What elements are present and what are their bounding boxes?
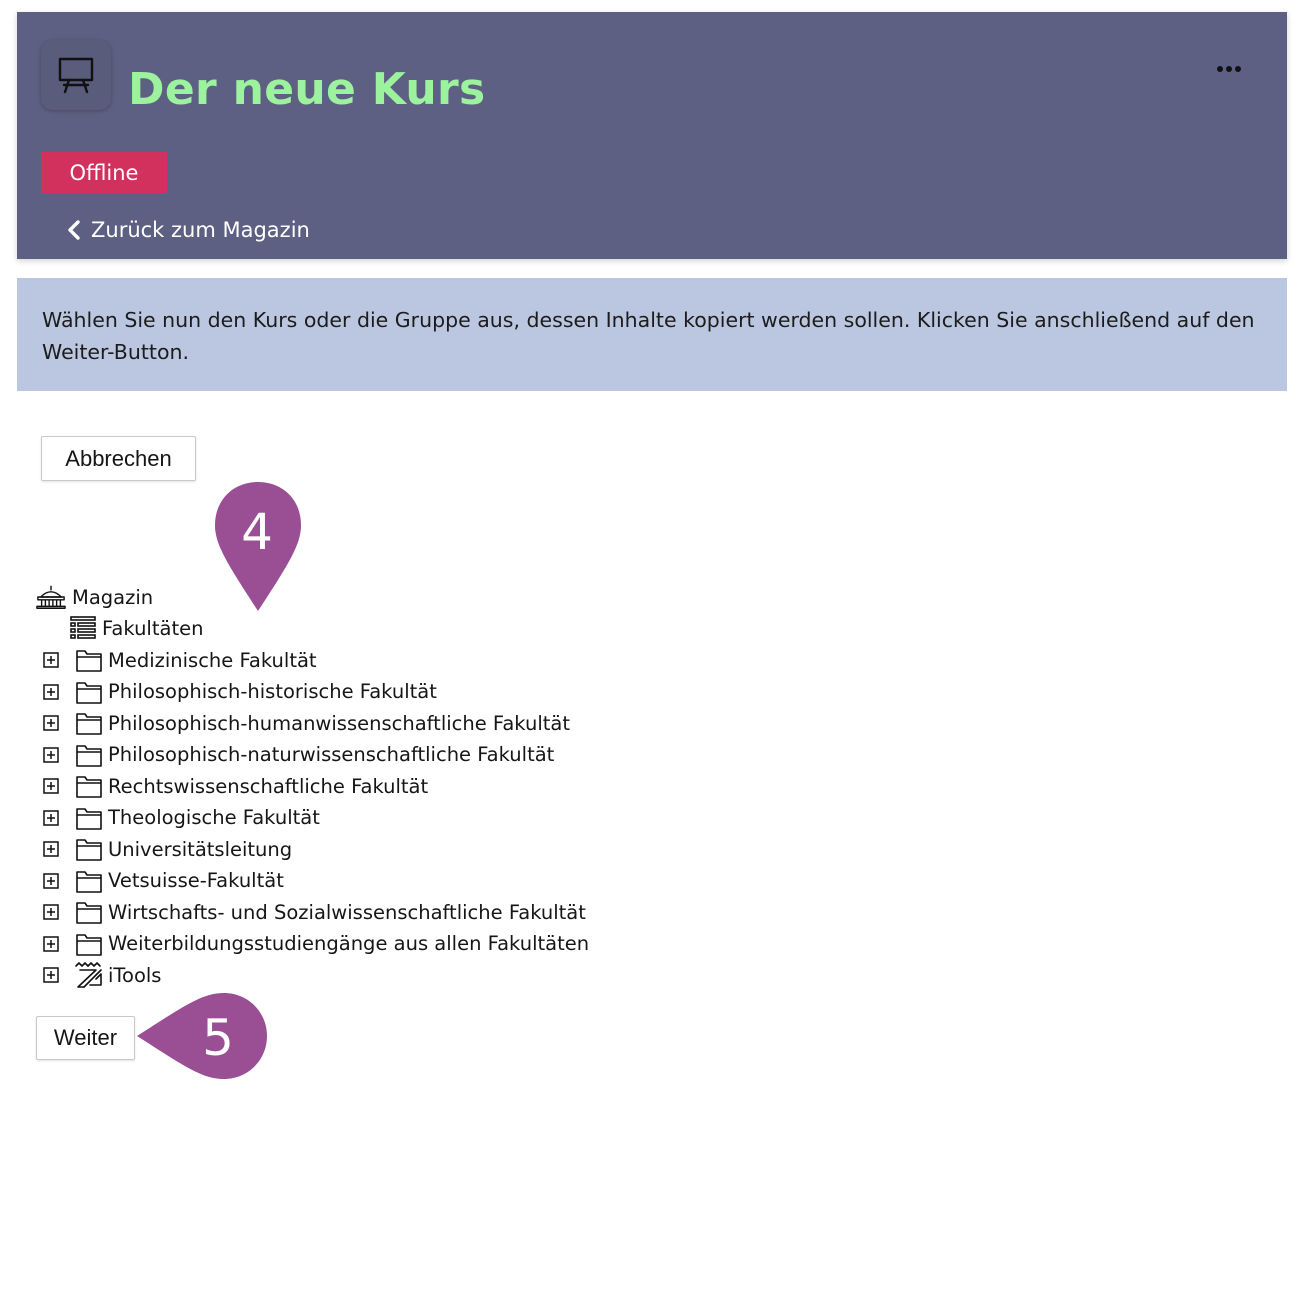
folder-icon — [74, 834, 104, 864]
course-header — [17, 12, 1287, 259]
folder-icon — [74, 645, 104, 675]
expand-icon[interactable] — [42, 714, 60, 732]
folder-icon — [74, 740, 104, 770]
expand-icon[interactable] — [42, 872, 60, 890]
tree-item-label[interactable]: Philosophisch-humanwissenschaftliche Fakultät — [108, 711, 571, 735]
presentation-board-icon — [41, 40, 111, 110]
info-message — [17, 278, 1287, 391]
expand-icon[interactable] — [42, 935, 60, 953]
more-actions-button[interactable] — [1211, 56, 1247, 82]
tree-item[interactable] — [42, 929, 589, 959]
step-marker-4-label: 4 — [241, 503, 273, 561]
back-link-label: Zurück zum Magazin — [91, 218, 310, 242]
repository-icon — [36, 582, 66, 612]
itools-icon — [74, 960, 104, 990]
category-list-icon — [68, 613, 98, 643]
step-marker-5-label: 5 — [202, 1009, 234, 1067]
info-message-text: Wählen Sie nun den Kurs oder die Gruppe aus, dessen Inhalte kopiert werden sollen. Klicken Sie anschließend auf den Weiter-Button. — [42, 308, 1255, 364]
tree-category[interactable] — [68, 613, 203, 643]
expand-icon[interactable] — [42, 903, 60, 921]
tree-item[interactable] — [42, 771, 428, 801]
chevron-left-icon — [67, 220, 81, 240]
tree-root[interactable] — [36, 582, 153, 612]
tree-item-label[interactable]: Rechtswissenschaftliche Fakultät — [108, 774, 429, 798]
tree-item[interactable] — [42, 708, 570, 738]
step-marker-5 — [134, 992, 270, 1084]
folder-icon — [74, 803, 104, 833]
folder-icon — [74, 708, 104, 738]
next-button[interactable]: Weiter — [36, 1016, 135, 1060]
more-horizontal-icon — [1216, 65, 1242, 73]
tree-item-label[interactable]: Wirtschafts- und Sozialwissenschaftliche Fakultät — [108, 900, 586, 924]
expand-icon[interactable] — [42, 840, 60, 858]
tree-item[interactable] — [42, 897, 586, 927]
folder-icon — [74, 897, 104, 927]
tree-item[interactable] — [42, 866, 284, 896]
expand-icon[interactable] — [42, 966, 60, 984]
cancel-button[interactable]: Abbrechen — [41, 436, 196, 481]
tree-item[interactable] — [42, 677, 437, 707]
expand-icon[interactable] — [42, 777, 60, 795]
folder-icon — [74, 771, 104, 801]
tree-item-label[interactable]: iTools — [108, 963, 162, 987]
tree-item-label[interactable]: Philosophisch-historische Fakultät — [108, 680, 437, 703]
tree-item-label[interactable]: Theologische Fakultät — [108, 806, 320, 829]
page-title: Der neue Kurs — [128, 64, 486, 115]
expand-icon[interactable] — [42, 651, 60, 669]
tree-item[interactable] — [42, 803, 320, 833]
expand-icon[interactable] — [42, 746, 60, 764]
tree-category-label[interactable]: Fakultäten — [102, 616, 204, 640]
tree-root-label[interactable]: Magazin — [72, 585, 154, 609]
step-marker-4 — [212, 480, 304, 618]
tree-item-label[interactable]: Medizinische Fakultät — [108, 648, 317, 672]
tree-item-label[interactable]: Vetsuisse-Fakultät — [108, 869, 284, 892]
tree-item[interactable] — [42, 960, 161, 990]
back-to-repository-link[interactable] — [67, 218, 310, 242]
tree-item-label[interactable]: Universitätsleitung — [108, 837, 293, 861]
tree-item-label[interactable]: Weiterbildungsstudiengänge aus allen Fakultäten — [108, 932, 590, 955]
folder-icon — [74, 677, 104, 707]
tree-item[interactable] — [42, 834, 292, 864]
status-badge: Offline — [41, 152, 167, 193]
tree-item[interactable] — [42, 740, 554, 770]
folder-icon — [74, 929, 104, 959]
tree-item[interactable] — [42, 645, 317, 675]
folder-icon — [74, 866, 104, 896]
tree-item-label[interactable]: Philosophisch-naturwissenschaftliche Fakultät — [108, 743, 555, 766]
expand-icon[interactable] — [42, 683, 60, 701]
expand-icon[interactable] — [42, 809, 60, 827]
